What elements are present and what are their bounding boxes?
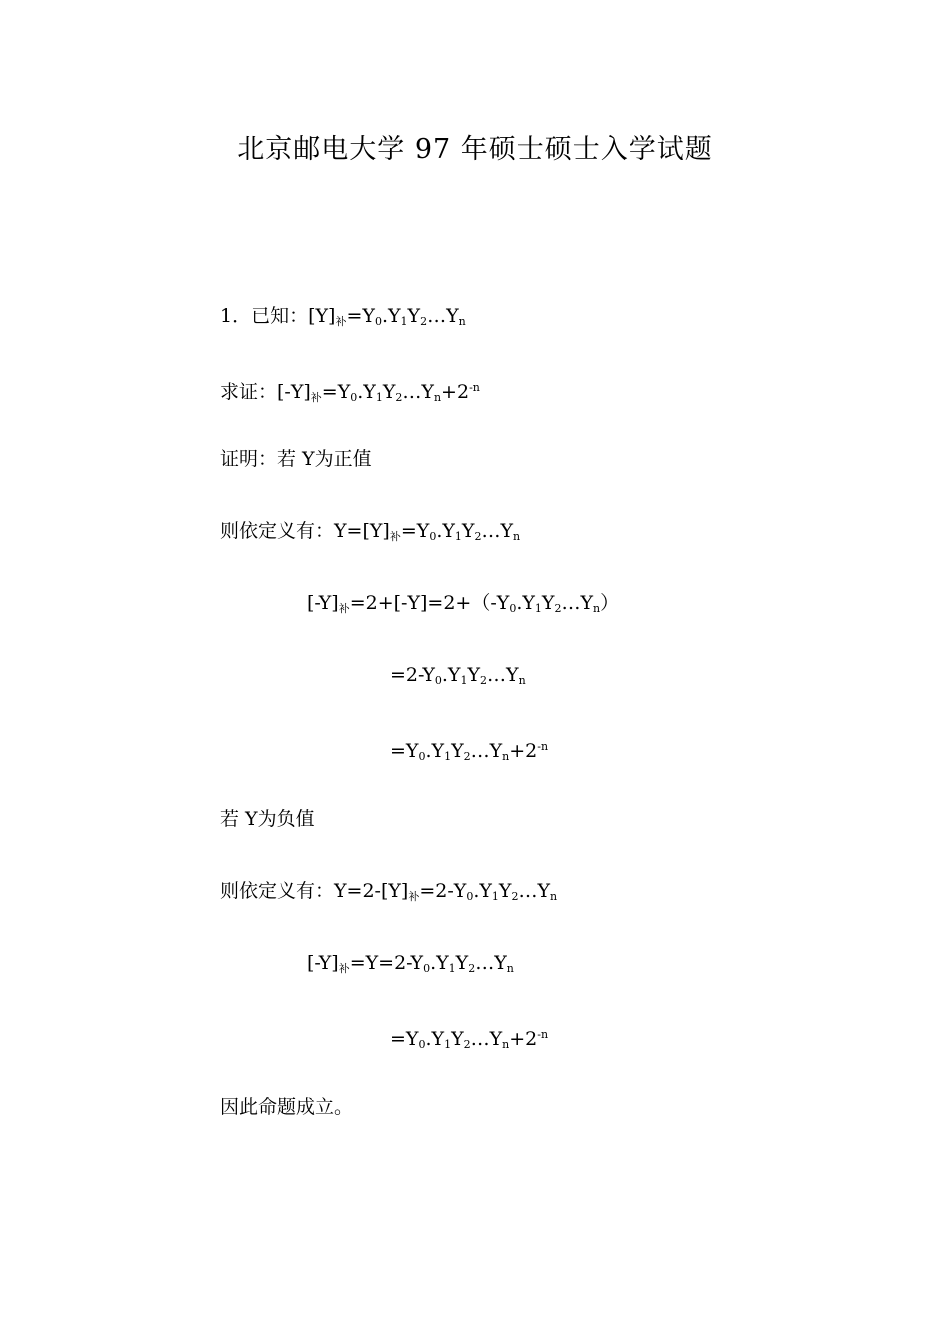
subscript: 补 [338,962,350,975]
subscript: 0 [509,602,517,615]
subscript: 补 [408,890,420,903]
proof-line [220,304,466,334]
subscript: n [593,602,601,615]
text-run: …Y [470,740,503,762]
subscript: 2 [474,530,482,543]
subscript: 0 [418,750,426,763]
subscript: 2 [395,391,403,404]
text-run: .Y [441,664,461,686]
subscript: 补 [338,602,350,615]
text-run: 则依定义有：Y=[Y] [220,520,390,542]
text-run: +2 [509,1028,538,1050]
subscript: 0 [350,391,358,404]
text-run: Y [461,520,475,542]
subscript: n [502,750,510,763]
subscript: n [513,530,521,543]
text-run: Y [541,592,555,614]
text-run: 证明：若 Y为正值 [220,448,372,470]
text-run: .Y [436,520,455,542]
subscript: 0 [466,890,474,903]
text-run: .Y [425,740,445,762]
proof-line [220,376,480,410]
subscript: 1 [444,1038,452,1051]
proof-line [220,879,557,909]
text-run: +2 [509,740,538,762]
subscript: 补 [310,391,322,404]
text-run: …Y [427,305,459,327]
subscript: 2 [463,1038,471,1051]
subscript: 2 [554,602,562,615]
text-run: =Y [400,520,430,542]
document-title: 北京邮电大学 97 年硕士硕士入学试题 [237,134,713,165]
text-run: [-Y] [307,592,339,614]
text-run: 求证：[-Y] [220,381,311,403]
subscript: 1 [460,674,468,687]
text-run: =2+[-Y]=2+（-Y [349,592,510,614]
proof-line [220,447,372,471]
text-run: =2-Y [419,880,467,902]
text-run: +2 [441,381,470,403]
subscript: 0 [429,530,437,543]
text-run: .Y [473,880,492,902]
text-run: …Y [481,520,513,542]
subscript: 1 [400,315,408,328]
text-run: .Y [381,305,401,327]
text-run: Y [451,740,464,762]
subscript: 0 [418,1038,426,1051]
text-run: 1．已知：[Y] [220,305,336,327]
text-run: 因此命题成立。 [220,1096,354,1118]
subscript: 1 [491,890,499,903]
text-run: …Y [561,592,593,614]
text-run: Y [451,1028,464,1050]
text-run: Y [455,952,469,974]
subscript: 补 [389,530,401,543]
subscript: 1 [534,602,542,615]
proof-line [307,951,514,981]
text-run: ） [600,592,620,614]
subscript: 1 [375,391,383,404]
subscript: 1 [448,962,456,975]
subscript: 0 [423,962,431,975]
proof-line [220,1095,353,1119]
text-run: .Y [430,952,449,974]
superscript: -n [537,1028,549,1041]
subscript: 1 [454,530,462,543]
text-run: =Y [390,740,419,762]
text-run: …Y [470,1028,503,1050]
subscript: 1 [444,750,452,763]
subscript: 0 [434,674,442,687]
text-run: Y [407,305,421,327]
subscript: n [433,391,442,404]
subscript: 0 [374,315,382,328]
text-run: …Y [475,952,507,974]
subscript: n [518,674,526,687]
proof-line [220,519,520,549]
subscript: n [502,1038,510,1051]
text-run: .Y [357,381,376,403]
text-run: …Y [487,664,519,686]
text-run: =Y=2-Y [349,952,424,974]
proof-line [390,1023,548,1057]
subscript: n [506,962,514,975]
text-run: =Y [390,1028,419,1050]
text-run: Y [467,664,481,686]
text-run: =Y [346,305,375,327]
proof-line [220,807,315,831]
superscript: -n [537,740,549,753]
superscript: -n [469,381,480,394]
proof-line [390,735,548,769]
text-run: …Y [402,381,434,403]
text-run: 若 Y为负值 [220,808,315,830]
subscript: n [458,315,466,328]
subscript: 补 [335,315,347,328]
subscript: 2 [463,750,471,763]
subscript: 2 [480,674,488,687]
subscript: 2 [511,890,519,903]
subscript: 2 [468,962,476,975]
text-run: 则依定义有：Y=2-[Y] [220,880,409,902]
proof-line [390,663,526,693]
text-run: =2-Y [390,664,435,686]
subscript: 2 [420,315,428,328]
proof-line [307,591,619,621]
text-run: .Y [425,1028,445,1050]
text-run: Y [382,381,396,403]
text-run: …Y [518,880,551,902]
text-run: Y [498,880,512,902]
text-run: [-Y] [307,952,339,974]
text-run: =Y [321,381,351,403]
text-run: .Y [516,592,535,614]
subscript: n [550,890,558,903]
